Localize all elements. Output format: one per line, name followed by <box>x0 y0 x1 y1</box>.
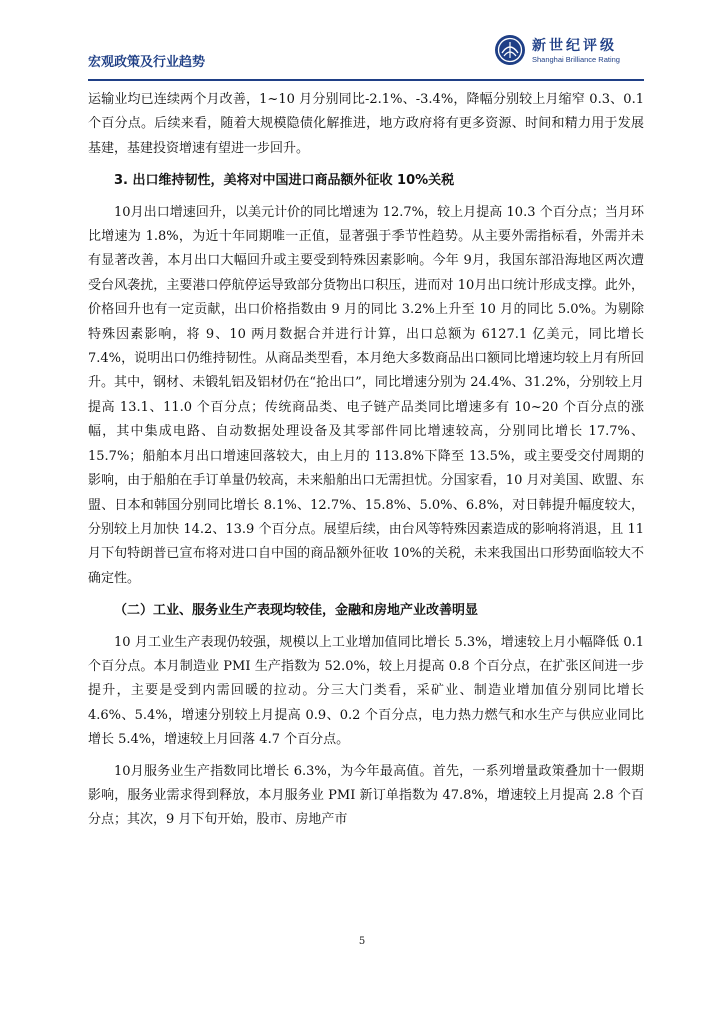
paragraph-services: 10月服务业生产指数同比增长 6.3%，为今年最高值。首先，一系列增量政策叠加十一假期影响，服务业需求得到释放，本月服务业 PMI 新订单指数为 47.8%，增速较上月提高 2.8 个百分点；其次，9 月下旬开始，股市、房地产市 <box>88 763 644 828</box>
paragraph-exports: 10月出口增速回升，以美元计价的同比增速为 12.7%，较上月提高 10.3 个百分点；当月环比增速为 1.8%，为近十年同期唯一正值，显著强于季节性趋势。从主要外需指标看，外需并未有显著改善，本月出口大幅回升或主要受到特殊因素影响。今年 9月，我国东部沿海地区两次遭受台风袭扰，主要港口停航停运导致部分货物出口积压，进而对 10月出口统计形成支撑。此外，价格回升也有一定贡献，出口价格指数由 9 月的同比 3.2%上升至 10 月的同比 5.0%。为剔除特殊因素影响，将 9、10 两月数据合并进行计算，出口总额为 6127.1 亿美元，同比增长 7.4%，说明出口仍维持韧性。从商品类型看，本月绝大多数商品出口额同比增速均较上月有所回升。其中，钢材、未锻轧铝及铝材仍在“抢出口”，同比增速分别为 24.4%、31.2%，分别较上月提高 13.1、11.0 个百分点；传统商品类、电子链产品类同比增速多有 10~20 个百分点的涨幅，其中集成电路、自动数据处理设备及其零部件同比增速较高，分别同比增长 17.7%、15.7%；船舶本月出口增速回落较大，由上月的 113.8%下降至 13.5%，或主要受交付周期的影响，由于船舶在手订单量仍较高，未来船舶出口无需担忧。分国家看，10 月对美国、欧盟、东盟、日本和韩国分别同比增长 8.1%、12.7%、15.8%、5.0%、6.8%，对日韩提升幅度较大，分别较上月加快 14.2、13.9 个百分点。展望后续，由台风等特殊因素造成的影响将消退，且 11 月下旬特朗普已宣布将对进口自中国的商品额外征收 10%的关税，未来我国出口形势面临较大不确定性。 <box>88 204 644 586</box>
logo-english-name: Shanghai Brilliance Rating <box>532 55 620 64</box>
section-heading-production: （二）工业、服务业生产表现均较佳，金融和房地产业改善明显 <box>114 603 479 619</box>
paragraph-industry: 10 月工业生产表现仍较强，规模以上工业增加值同比增长 5.3%，增速较上月小幅降低 0.1 个百分点。本月制造业 PMI 生产指数为 52.0%，较上月提高 0.8 个百分点，在扩张区间进一步提升，主要是受到内需回暖的拉动。分三大门类看，采矿业、制造业增加值分别同比增长 4.6%、5.4%，增速分别较上月提高 0.9、0.2 个百分点，电力热力燃气和水生产与供应业同比增长 5.4%，增速较上月回落 4.7 个百分点。 <box>88 634 644 748</box>
page-header <box>88 30 644 78</box>
header-title: 宏观政策及行业趋势 <box>88 55 206 70</box>
company-logo <box>494 34 644 68</box>
header-divider <box>88 79 644 81</box>
page-number: 5 <box>358 936 366 947</box>
document-body <box>88 88 644 833</box>
section-heading-exports: 3. 出口维持韧性，美将对中国进口商品额外征收 10%关税 <box>114 173 455 189</box>
brilliance-rating-logo-icon <box>494 34 526 66</box>
logo-name: 新世纪评级 <box>532 38 617 54</box>
paragraph-infrastructure: 运输业均已连续两个月改善，1~10 月分别同比-2.1%、-3.4%，降幅分别较上月缩窄 0.3、0.1 个百分点。后续来看，随着大规模隐债化解推进，地方政府将有更多资源、时间和精力用于发展基建，基建投资增速有望进一步回升。 <box>88 92 644 156</box>
